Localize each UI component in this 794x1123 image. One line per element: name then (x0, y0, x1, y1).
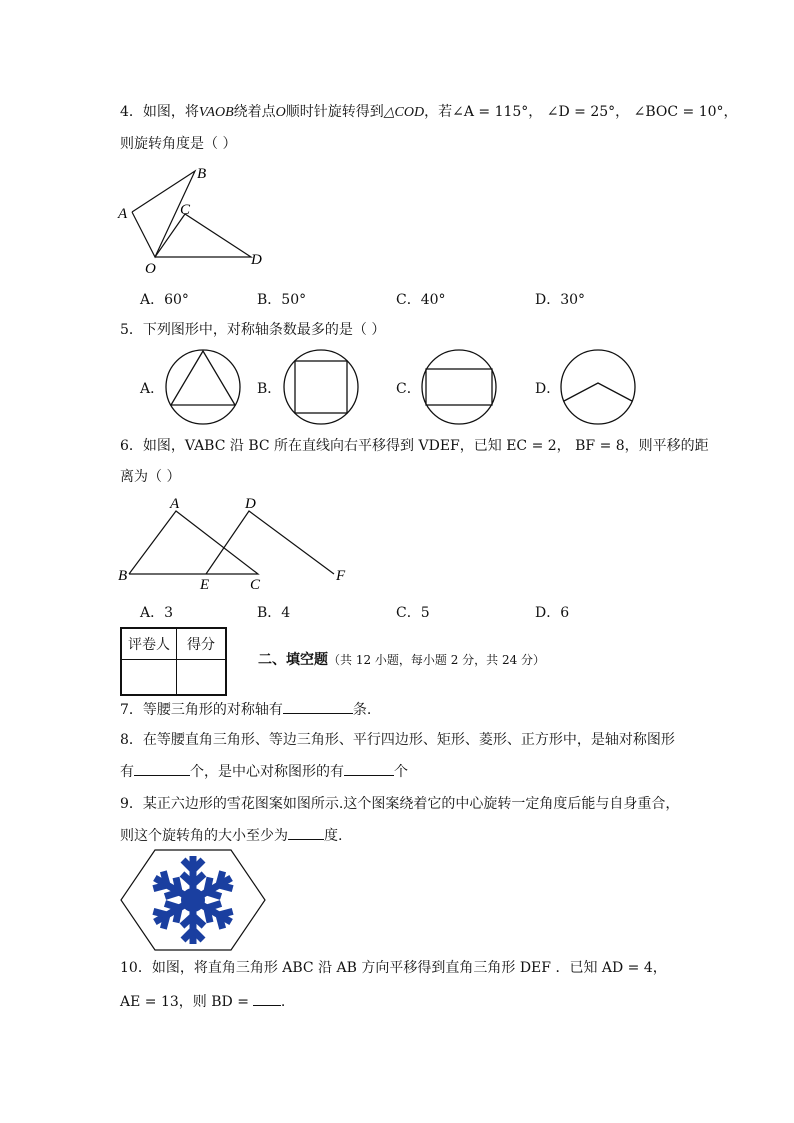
q10-line1: 10．如图，将直角三角形 ABC 沿 AB 方向平移得到直角三角形 DEF ．已知 AD = 4， (120, 960, 667, 976)
q4-text-e: ，若∠A = 115°， ∠D = 25°， ∠BOC = 10°， (424, 104, 738, 120)
q6-label-b: B (118, 568, 128, 584)
q6-label-f: F (336, 568, 346, 584)
q4-text-b: 绕着点 (233, 104, 276, 120)
q5-figure-d (560, 349, 636, 425)
q6-option-d[interactable]: D．6 (535, 605, 570, 621)
q4-figure (115, 162, 275, 277)
q4-text-c: 顺时针旋转得到 (285, 104, 384, 120)
q10-answer-blank[interactable] (253, 991, 281, 1006)
q10-text-a: AE = 13，则 BD = (120, 994, 249, 1010)
q4-line1 (120, 102, 738, 123)
q10-text-b: . (280, 994, 286, 1010)
section2-heading (258, 650, 545, 670)
q4-label-c: C (180, 202, 191, 218)
q7-text-a: 7．等腰三角形的对称轴有 (120, 702, 283, 718)
score-table-cell-grader[interactable] (121, 660, 177, 696)
q4-option-c[interactable]: C．40° (396, 292, 446, 308)
q4-point-o: O (275, 105, 286, 120)
q8-answer-blank-2[interactable] (344, 761, 394, 776)
q7-answer-blank[interactable] (283, 699, 353, 714)
q8-line1: 8．在等腰直角三角形、等边三角形、平行四边形、矩形、菱形、正方形中，是轴对称图形 (120, 732, 675, 748)
score-table-cell-score[interactable] (177, 660, 227, 696)
q9-line1: 9．某正六边形的雪花图案如图所示.这个图案绕着它的中心旋转一定角度后能与自身重合， (120, 796, 680, 812)
q8-text-a: 有 (120, 764, 134, 780)
q4-triangle-aob: VAOB (198, 105, 234, 120)
score-table-header-grader: 评卷人 (121, 628, 177, 660)
q5-figure-a (165, 349, 241, 425)
q9-line2 (120, 825, 342, 846)
score-table-header-score: 得分 (177, 628, 227, 660)
q5-option-b[interactable]: B． (257, 381, 282, 397)
q6-option-b[interactable]: B．4 (257, 605, 291, 621)
q6-option-c[interactable]: C．5 (396, 605, 430, 621)
q5-figure-b (283, 349, 359, 425)
q4-text-a: 4．如图，将 (120, 104, 199, 120)
q4-option-a[interactable]: A．60° (140, 292, 189, 308)
q6-option-a[interactable]: A．3 (140, 605, 174, 621)
q5-option-a[interactable]: A． (140, 381, 165, 397)
q4-option-d[interactable]: D．30° (535, 292, 586, 308)
q4-label-a: A (118, 206, 128, 222)
q9-text-b: 度. (324, 828, 343, 844)
q6-figure (118, 494, 358, 594)
q5-option-c[interactable]: C． (396, 381, 421, 397)
q4-label-o: O (145, 261, 156, 277)
q4-line2: 则旋转角度是（ ） (120, 136, 237, 152)
q9-answer-blank[interactable] (288, 825, 324, 840)
q4-triangle-cod: △COD (383, 105, 425, 120)
q7-line (120, 699, 371, 720)
q5-stem: 5．下列图形中，对称轴条数最多的是（ ） (120, 322, 386, 338)
q4-option-b[interactable]: B．50° (257, 292, 307, 308)
q5-option-d[interactable]: D． (535, 381, 561, 397)
section2-title: 二、填空题 (258, 652, 328, 668)
score-table (120, 627, 227, 696)
snowflake-hexagon-figure (120, 848, 266, 952)
q6-label-a: A (170, 496, 180, 512)
section2-note: （共 12 小题，每小题 2 分，共 24 分） (328, 653, 546, 667)
q8-line2 (120, 761, 408, 782)
q10-line2 (120, 991, 285, 1012)
q4-label-d: D (251, 252, 262, 268)
q6-line1: 6．如图，VABC 沿 BC 所在直线向右平移得到 VDEF，已知 EC = 2， BF = 8，则平移的距 (120, 438, 709, 454)
q6-label-c: C (250, 577, 261, 593)
q8-answer-blank-1[interactable] (134, 761, 190, 776)
q7-text-b: 条. (352, 702, 372, 718)
q6-label-e: E (200, 577, 210, 593)
q4-label-b: B (197, 166, 207, 182)
q6-line2: 离为（ ） (120, 469, 181, 485)
q5-figure-c (421, 349, 497, 425)
q9-text-a: 则这个旋转角的大小至少为 (120, 828, 288, 844)
q8-text-c: 个 (394, 764, 408, 780)
q6-label-d: D (245, 496, 256, 512)
q8-text-b: 个，是中心对称图形的有 (190, 764, 344, 780)
